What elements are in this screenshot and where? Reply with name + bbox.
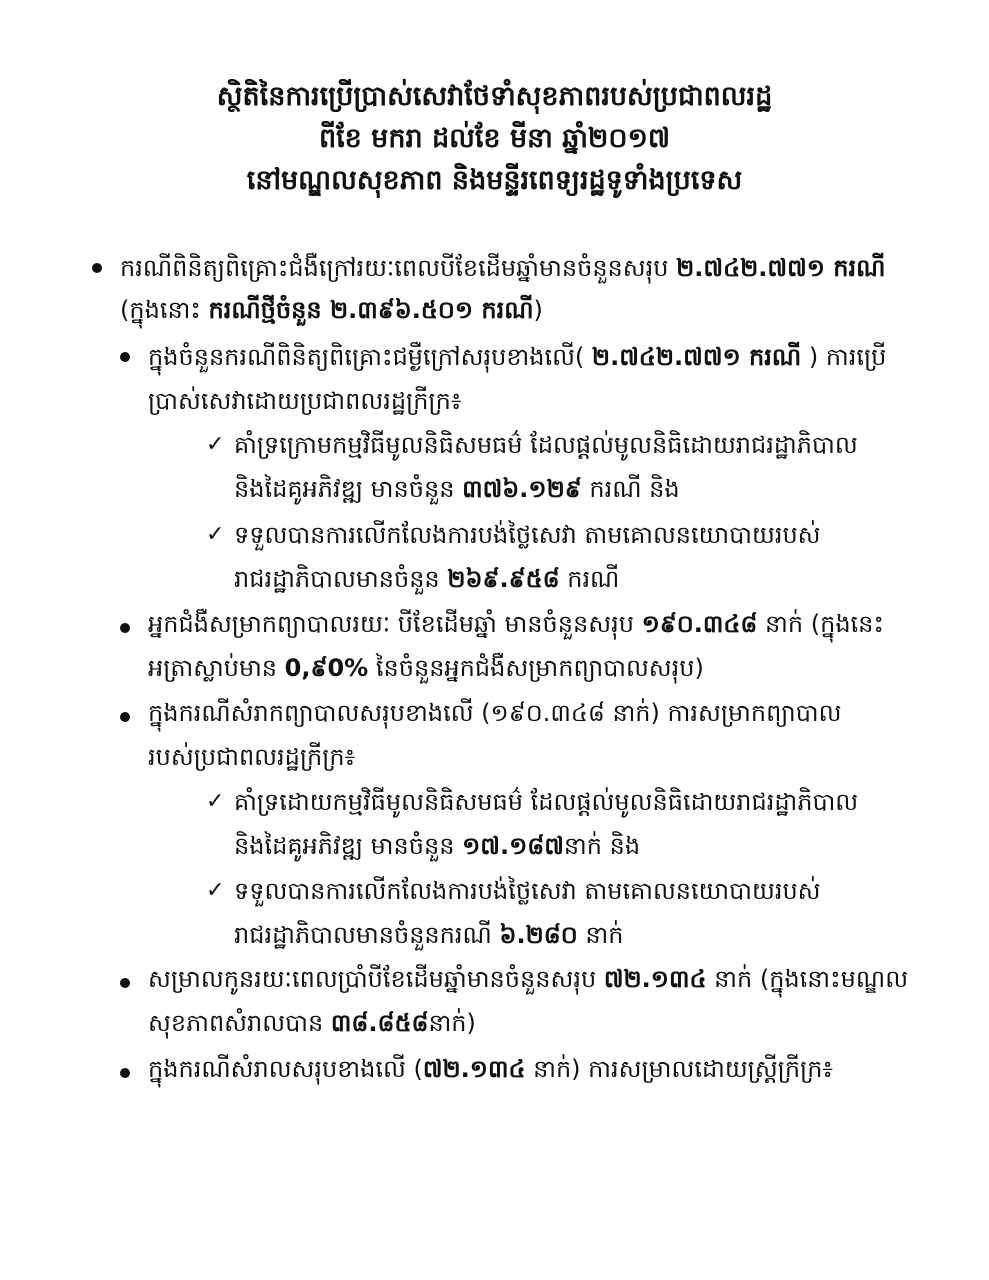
document-title-line-2: ពីខែ មករា ដល់ខែ មីនា ឆ្នាំ២០១៧ [318, 123, 671, 154]
bullet-icon [120, 712, 130, 722]
highlight: ១៩០.៣៤៨ [641, 610, 758, 638]
text: សម្រាលកូនរយៈពេលប្រាំបីខែដើមឆ្នាំមានចំនួនសរុប [148, 965, 597, 993]
text: រាជរដ្ឋាភិបាលមានចំនួន [234, 565, 440, 593]
text: នាក់) [428, 1009, 476, 1037]
text: ក្នុងករណីសំរាលសរុបខាងលើ ( [148, 1055, 423, 1083]
text: និងដៃគូអភិវឌ្ឍ មានចំនួន [234, 475, 455, 503]
outpatient-poor-usage-line-2: ប្រាស់សេវាដោយប្រជាពលរដ្ឋក្រីក្រ៖ [148, 387, 462, 415]
delivery-total-line [148, 961, 908, 997]
outpatient-poor-usage-line [148, 339, 886, 375]
text: នាក់) ការសម្រាលដោយស្ត្រីក្រីក្រ៖ [533, 1055, 833, 1083]
check-mark-icon: ✓ [206, 789, 225, 814]
bullet-icon [92, 263, 102, 273]
highlight: ២.៧៤២.៧៧១ ករណី [591, 343, 802, 371]
text: នាក់ និង [563, 832, 641, 860]
check-mark-icon: ✓ [206, 522, 225, 547]
equity-fund-outpatient-count-line [234, 471, 680, 507]
fee-exemption-inpatient-line: ទទួលបានការលើកលែងការបង់ថ្លៃសេវា តាមគោលនយោបាយរបស់ [234, 877, 821, 905]
text: ករណី និង [589, 475, 680, 503]
bullet-icon [120, 1068, 130, 1078]
outpatient-total-line [120, 250, 885, 286]
highlight: ១៧.១៨៧ [462, 832, 564, 860]
bullet-icon [120, 978, 130, 988]
inpatient-poor-usage-line-2: របស់ប្រជាពលរដ្ឋក្រីក្រ៖ [148, 743, 356, 771]
text: រាជរដ្ឋាភិបាលមានចំនួនករណី [234, 921, 492, 949]
text: (ក្នុងនោះ [120, 296, 201, 324]
check-mark-icon: ✓ [206, 878, 225, 903]
highlight: ករណីថ្មីចំនួន ២.៣៩៦.៥០១ ករណី [208, 296, 534, 324]
inpatient-total-line [148, 606, 884, 642]
text: ) ការប្រើ [808, 343, 887, 371]
highlight: ៣៧៦.១២៩ [462, 475, 582, 503]
text: នាក់ (ក្នុងនេះ [765, 610, 884, 638]
delivery-poor-usage-line [148, 1051, 833, 1087]
text: ក្នុងចំនួនករណីពិនិត្យពិគ្រោះជម្ងឺក្រៅសរុបខាងលើ( [148, 343, 585, 371]
highlight: ២៦៩.៩៥៨ [447, 565, 560, 593]
highlight: ៧២.១៣៤ [422, 1055, 526, 1083]
document-title-line-1: ស្ថិតិនៃការប្រើប្រាស់សេវាថែទាំសុខភាពរបស់ប្រជាពលរដ្ឋ [216, 81, 773, 112]
equity-fund-inpatient-line: គាំទ្រដោយកម្មវិធីមូលនិធិសមធម៌ ដែលផ្តល់មូលនិធិដោយរាជរដ្ឋាភិបាល [234, 788, 859, 816]
highlight: ២.៧៤២.៧៧១ ករណី [676, 254, 886, 282]
text: នៃចំនួនអ្នកជំងឺសម្រាកព្យាបាលសរុប) [375, 654, 704, 682]
text: ) [533, 296, 543, 324]
text: អ្នកជំងឺសម្រាកព្យាបាលរយៈ បីខែដើមឆ្នាំ មានចំនួនសរុប [148, 610, 634, 638]
highlight: ៦.២៨០ [499, 921, 578, 949]
text: ករណី [567, 565, 620, 593]
delivery-health-center-line [148, 1005, 476, 1041]
bullet-icon [120, 352, 130, 362]
outpatient-new-cases-line [120, 292, 543, 328]
document-title-line-3: នៅមណ្ឌលសុខភាព និងមន្ទីរពេទ្យរដ្ឋទូទាំងប្រទេស [246, 165, 743, 196]
inpatient-mortality-line [148, 650, 704, 686]
bullet-icon [120, 623, 130, 633]
highlight: ៧២.១៣៤ [603, 965, 707, 993]
text: អត្រាស្លាប់មាន [148, 654, 278, 682]
equity-fund-outpatient-line: គាំទ្រក្រោមកម្មវិធីមូលនិធិសមធម៌ ដែលផ្តល់មូលនិធិដោយរាជរដ្ឋាភិបាល [234, 431, 858, 459]
inpatient-poor-usage-line: ក្នុងករណីសំរាកព្យាបាលសរុបខាងលើ (១៩០.៣៤៨ នាក់) ការសម្រាកព្យាបាល [148, 699, 842, 727]
highlight: 0,៩0% [284, 654, 369, 682]
equity-fund-inpatient-count-line [234, 828, 640, 864]
check-mark-icon: ✓ [206, 432, 225, 457]
fee-exemption-inpatient-count-line [234, 917, 623, 953]
text: និងដៃគូអភិវឌ្ឍ មានចំនួន [234, 832, 455, 860]
text: ករណីពិនិត្យពិគ្រោះជំងឺក្រៅរយៈពេលបីខែដើមឆ្នាំមានចំនួនសរុប [120, 254, 669, 282]
text: សុខភាពសំរាលបាន [148, 1009, 324, 1037]
fee-exemption-outpatient-line: ទទួលបានការលើកលែងការបង់ថ្លៃសេវា តាមគោលនយោបាយរបស់ [234, 521, 821, 549]
text: នាក់ [585, 921, 624, 949]
fee-exemption-outpatient-count-line [234, 561, 619, 597]
text: នាក់ (ក្នុងនោះមណ្ឌល [714, 965, 909, 993]
highlight: ៣៨.៨៥៨ [330, 1009, 429, 1037]
